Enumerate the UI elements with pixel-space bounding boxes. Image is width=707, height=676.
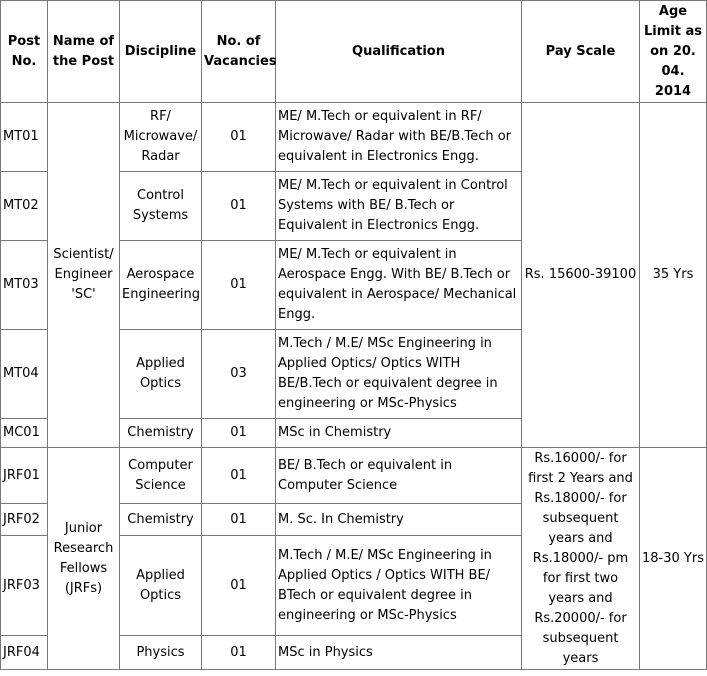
header-age-limit: Age Limit as on 20. 04. 2014: [640, 1, 707, 103]
discipline-cell: Applied Optics: [120, 330, 202, 419]
header-name-of-post: Name of the Post: [48, 1, 120, 103]
age-limit-jrf: 18-30 Yrs: [640, 448, 707, 670]
qualification-cell: ME/ M.Tech or equivalent in Aerospace Engg. With BE/ B.Tech or equivalent in Aerospace/ Mechanical Engg.: [276, 241, 522, 330]
post-no-cell: MT03: [1, 241, 48, 330]
header-discipline: Discipline: [120, 1, 202, 103]
vacancies-cell: 01: [202, 172, 276, 241]
qualification-cell: ME/ M.Tech or equivalent in Control Systems with BE/ B.Tech or Equivalent in Electronics Engg.: [276, 172, 522, 241]
post-no-cell: JRF01: [1, 448, 48, 504]
post-no-cell: MT04: [1, 330, 48, 419]
post-no-cell: JRF02: [1, 504, 48, 536]
post-no-cell: JRF03: [1, 536, 48, 636]
qualification-cell: M.Tech / M.E/ MSc Engineering in Applied Optics/ Optics WITH BE/B.Tech or equivalent degree in engineering or MSc-Physics: [276, 330, 522, 419]
header-row: [1, 1, 707, 103]
post-no-cell: MT02: [1, 172, 48, 241]
qualification-cell: ME/ M.Tech or equivalent in RF/ Microwave/ Radar with BE/B.Tech or equivalent in Electronics Engg.: [276, 103, 522, 172]
discipline-cell: Chemistry: [120, 419, 202, 448]
post-name-scientist: Scientist/ Engineer 'SC': [48, 103, 120, 448]
discipline-cell: RF/ Microwave/ Radar: [120, 103, 202, 172]
discipline-cell: Chemistry: [120, 504, 202, 536]
vacancies-cell: 01: [202, 636, 276, 670]
post-no-cell: MC01: [1, 419, 48, 448]
qualification-cell: M. Sc. In Chemistry: [276, 504, 522, 536]
discipline-cell: Physics: [120, 636, 202, 670]
header-qualification: Qualification: [276, 1, 522, 103]
discipline-cell: Computer Science: [120, 448, 202, 504]
vacancies-cell: 01: [202, 504, 276, 536]
table-row: [1, 103, 707, 172]
post-name-jrf: Junior Research Fellows (JRFs): [48, 448, 120, 670]
vacancies-cell: 01: [202, 419, 276, 448]
qualification-cell: MSc in Physics: [276, 636, 522, 670]
discipline-cell: Aerospace Engineering: [120, 241, 202, 330]
qualification-cell: MSc in Chemistry: [276, 419, 522, 448]
vacancies-cell: 01: [202, 448, 276, 504]
pay-scale-jrf: Rs.16000/- for first 2 Years and Rs.18000/- for subsequent years and Rs.18000/- pm for first two years and Rs.20000/- for subsequent years: [522, 448, 640, 670]
discipline-cell: Applied Optics: [120, 536, 202, 636]
vacancies-cell: 01: [202, 241, 276, 330]
post-no-cell: JRF04: [1, 636, 48, 670]
table-row: [1, 448, 707, 504]
post-no-cell: MT01: [1, 103, 48, 172]
vacancies-cell: 03: [202, 330, 276, 419]
discipline-cell: Control Systems: [120, 172, 202, 241]
header-vacancies: No. of Vacancies: [202, 1, 276, 103]
age-limit-scientist: 35 Yrs: [640, 103, 707, 448]
vacancies-cell: 01: [202, 103, 276, 172]
qualification-cell: M.Tech / M.E/ MSc Engineering in Applied Optics / Optics WITH BE/ BTech or equivalent degree in engineering or MSc-Physics: [276, 536, 522, 636]
header-post-no: Post No.: [1, 1, 48, 103]
pay-scale-scientist: Rs. 15600-39100: [522, 103, 640, 448]
header-pay-scale: Pay Scale: [522, 1, 640, 103]
vacancies-cell: 01: [202, 536, 276, 636]
qualification-cell: BE/ B.Tech or equivalent in Computer Science: [276, 448, 522, 504]
